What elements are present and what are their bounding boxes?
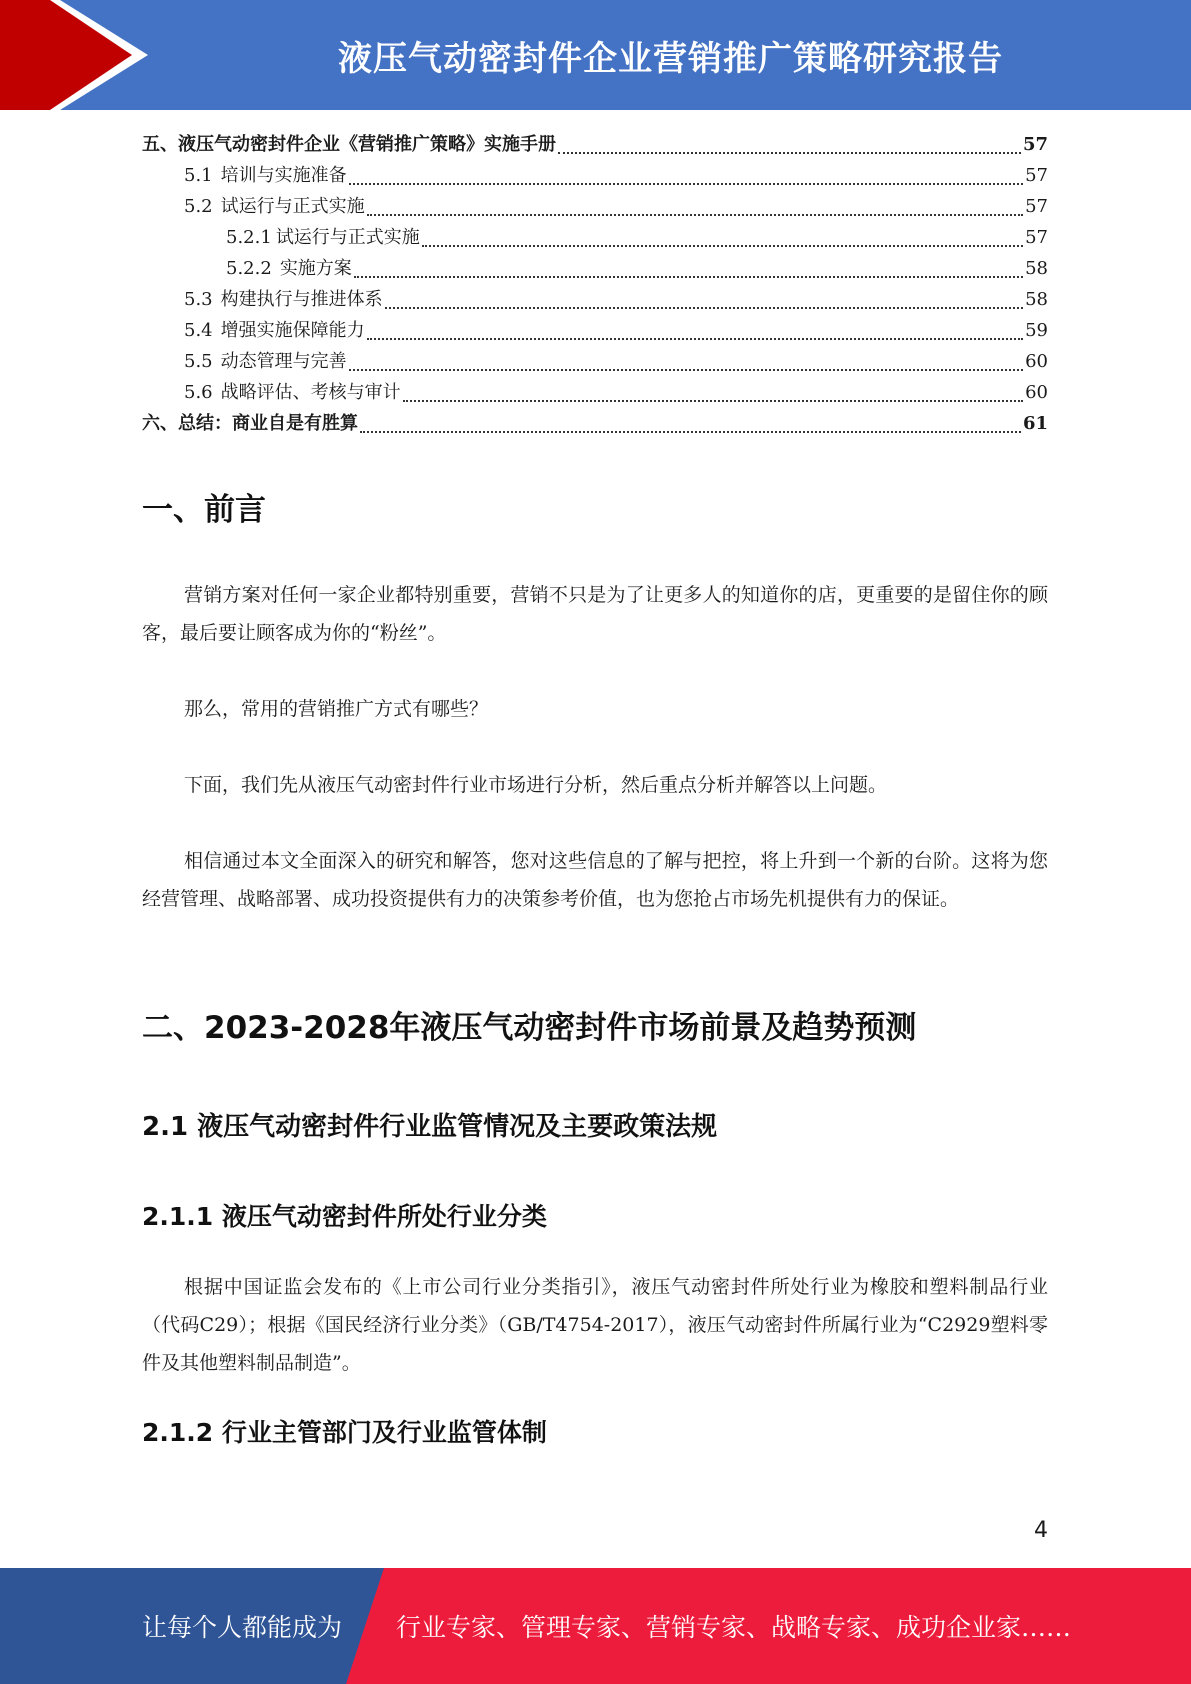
toc-entry-text: 试运行与正式实施: [275, 227, 420, 248]
toc-entry-text: 试运行与正式实施: [220, 196, 365, 217]
toc-leader: [367, 324, 1023, 340]
toc-entry-page: 60: [1025, 351, 1048, 372]
footer-slogan-right: 行业专家、管理专家、营销专家、战略专家、成功企业家……: [396, 1613, 1072, 1642]
toc-entry-number: 5.4: [184, 320, 213, 341]
document-title: 液压气动密封件企业营销推广策略研究报告: [338, 38, 1003, 79]
toc-entry-text: 战略评估、考核与审计: [220, 382, 401, 403]
footer-slogan-left: 让每个人都能成为: [142, 1613, 343, 1642]
toc-entry-page: 57: [1025, 196, 1048, 217]
section-heading-preface: 一、前言: [142, 492, 266, 528]
subsection-heading: 2.1 液压气动密封件行业监管情况及主要政策法规: [142, 1112, 718, 1142]
toc-leader: [367, 200, 1023, 216]
toc-leader: [403, 386, 1023, 402]
section-heading-market: 二、2023-2028年液压气动密封件市场前景及趋势预测: [142, 1010, 917, 1046]
toc-entry[interactable]: [142, 285, 1048, 316]
toc-entry-text: 五、液压气动密封件企业《营销推广策略》实施手册: [142, 134, 556, 155]
toc-entry-page: 57: [1025, 227, 1048, 248]
toc-entry[interactable]: [142, 223, 1048, 254]
toc-entry[interactable]: [142, 161, 1048, 192]
toc-entry[interactable]: [142, 347, 1048, 378]
table-of-contents: [142, 130, 1048, 440]
toc-leader: [349, 355, 1023, 371]
toc-entry-text: 实施方案: [279, 258, 352, 279]
paragraph: 根据中国证监会发布的《上市公司行业分类指引》，液压气动密封件所处行业为橡胶和塑料制品行业（代码C29）；根据《国民经济行业分类》（GB/T4754-2017），液压气动密封件所属行业为“C2929塑料零件及其他塑料制品制造”。: [142, 1276, 1048, 1374]
subsection-heading: 2.1.1 液压气动密封件所处行业分类: [142, 1202, 547, 1231]
toc-leader: [558, 138, 1021, 154]
header-arrow-icon: [0, 0, 170, 110]
paragraph: 下面，我们先从液压气动密封件行业市场进行分析，然后重点分析并解答以上问题。: [184, 774, 888, 796]
paragraph: 那么，常用的营销推广方式有哪些？: [184, 698, 489, 720]
toc-entry-page: 60: [1025, 382, 1048, 403]
toc-entry-number: 5.6: [184, 382, 213, 403]
header-banner: [0, 0, 1191, 110]
toc-entry-page: 57: [1022, 134, 1048, 155]
toc-entry-page: 58: [1025, 289, 1048, 310]
toc-entry-number: 5.2.1: [226, 227, 272, 248]
toc-entry-number: 5.2: [184, 196, 213, 217]
page-number: 4: [1034, 1518, 1048, 1543]
toc-leader: [422, 231, 1023, 247]
toc-entry[interactable]: [142, 254, 1048, 285]
toc-entry[interactable]: [142, 192, 1048, 223]
toc-entry-number: 5.2.2: [226, 258, 272, 279]
toc-leader: [385, 293, 1023, 309]
toc-entry-page: 57: [1025, 165, 1048, 186]
toc-entry[interactable]: [142, 316, 1048, 347]
toc-entry-page: 58: [1025, 258, 1048, 279]
toc-entry[interactable]: [142, 378, 1048, 409]
toc-entry[interactable]: [142, 409, 1048, 440]
toc-entry[interactable]: [142, 130, 1048, 161]
toc-leader: [349, 169, 1023, 185]
paragraph: 营销方案对任何一家企业都特别重要，营销不只是为了让更多人的知道你的店，更重要的是留住你的顾客，最后要让顾客成为你的“粉丝”。: [142, 584, 1048, 644]
toc-entry-text: 六、总结：商业自是有胜算: [142, 413, 358, 434]
toc-entry-text: 增强实施保障能力: [220, 320, 365, 341]
toc-leader: [354, 262, 1023, 278]
toc-entry-text: 培训与实施准备: [220, 165, 347, 186]
toc-entry-number: 5.5: [184, 351, 213, 372]
toc-entry-page: 59: [1025, 320, 1048, 341]
toc-entry-number: 5.1: [184, 165, 213, 186]
paragraph: 相信通过本文全面深入的研究和解答，您对这些信息的了解与把控，将上升到一个新的台阶。这将为您经营管理、战略部署、成功投资提供有力的决策参考价值，也为您抢占市场先机提供有力的保证。: [142, 850, 1048, 910]
toc-entry-page: 61: [1022, 413, 1048, 434]
toc-entry-text: 动态管理与完善: [220, 351, 347, 372]
footer-banner: [0, 1568, 1191, 1684]
subsection-heading: 2.1.2 行业主管部门及行业监管体制: [142, 1418, 547, 1447]
toc-entry-number: 5.3: [184, 289, 213, 310]
toc-leader: [360, 417, 1021, 433]
toc-entry-text: 构建执行与推进体系: [220, 289, 383, 310]
